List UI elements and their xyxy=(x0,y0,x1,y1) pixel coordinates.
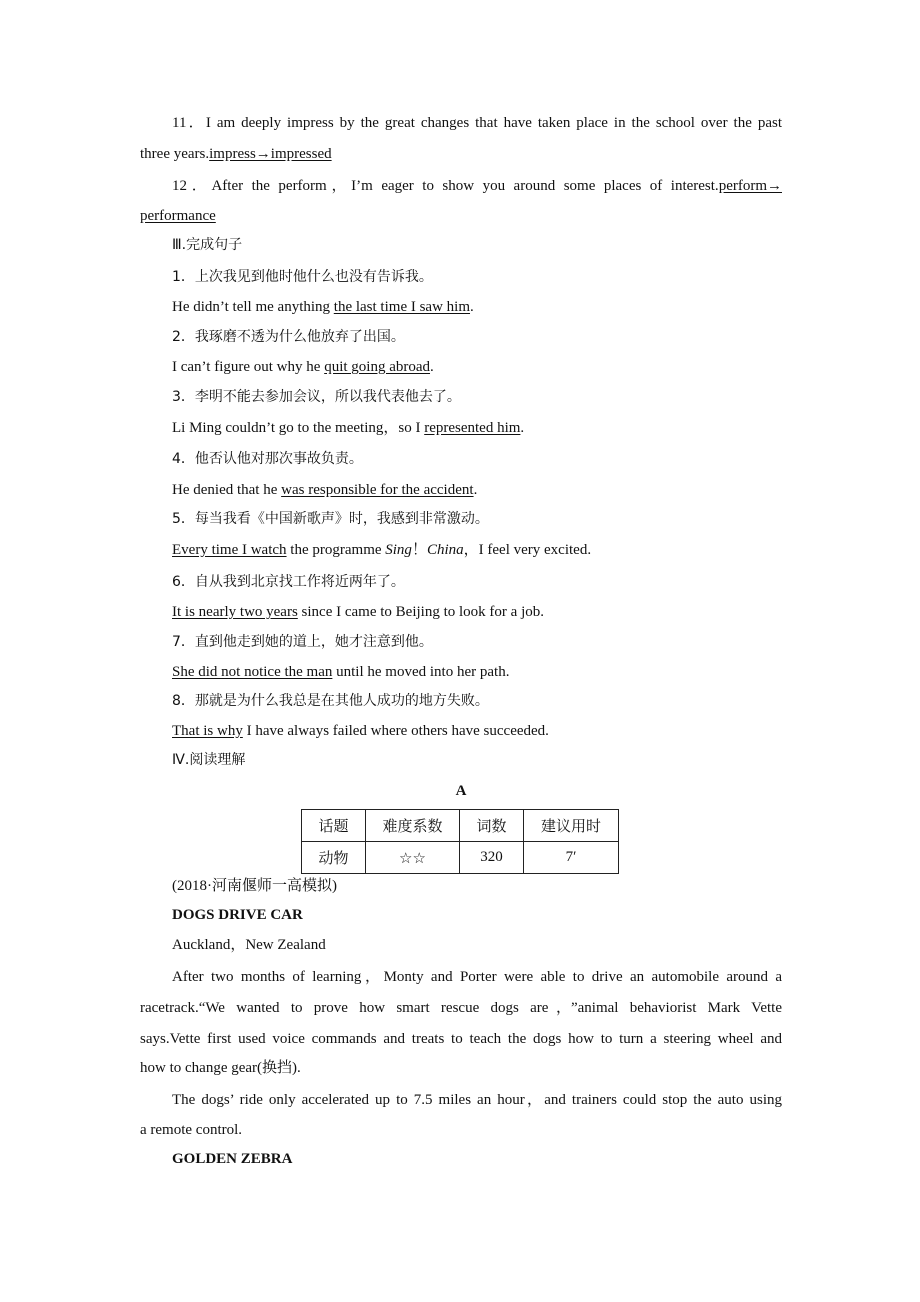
passage-label: A xyxy=(455,783,467,799)
s1-english: He didn’t tell me anything the last time I saw him. xyxy=(172,299,474,315)
header-word-count: 词数 xyxy=(460,810,524,842)
s2-answer: quit going abroad xyxy=(324,359,431,375)
s3-answer: represented him xyxy=(424,420,521,436)
story2-heading: GOLDEN ZEBRA xyxy=(172,1151,293,1167)
s7-english: She did not notice the man until he moved into her path. xyxy=(172,664,510,680)
story1-p1-line-2: racetrack.“We wanted to prove how smart rescue dogs are，”animal behaviorist Mark Vette xyxy=(140,1000,782,1016)
s3-chinese: 3．李明不能去参加会议，所以我代表他去了。 xyxy=(172,389,461,405)
s1-answer: the last time I saw him xyxy=(333,299,471,315)
section-4-title: Ⅳ.阅读理解 xyxy=(172,752,246,768)
s4-chinese: 4．他否认他对那次事故负责。 xyxy=(172,451,363,467)
story1-p1-line-4: how to change gear(换挡). xyxy=(140,1060,301,1076)
s6-english: It is nearly two years since I came to Beijing to look for a job. xyxy=(172,604,544,620)
s7-answer: She did not notice the man xyxy=(172,664,333,680)
q12-answer: perform→ xyxy=(718,178,782,194)
cell-difficulty-stars: ☆☆ xyxy=(366,842,460,874)
s8-english: That is why I have always failed where others have succeeded. xyxy=(172,723,549,739)
q11-line-1: 11．I am deeply impress by the great changes that have taken place in the school over the past xyxy=(172,115,782,131)
cell-topic: 动物 xyxy=(302,842,366,874)
s8-chinese: 8．那就是为什么我总是在其他人成功的地方失败。 xyxy=(172,693,489,709)
info-table xyxy=(301,809,619,874)
q12-line-1: 12．After the perform，I’m eager to show you around some places of interest.perform→ xyxy=(172,178,782,194)
source-note: (2018·河南偃师一高模拟) xyxy=(172,878,337,894)
story1-p1-line-1: After two months of learning，Monty and Porter were able to drive an automobile around a xyxy=(172,969,782,985)
s8-answer: That is why xyxy=(172,723,243,739)
s4-answer: was responsible for the accident xyxy=(281,482,474,498)
s2-english: I can’t figure out why he quit going abroad. xyxy=(172,359,434,375)
story1-p2-line-2: a remote control. xyxy=(140,1122,243,1138)
story1-p1-line-3: says.Vette first used voice commands and treats to teach the dogs how to turn a steering wheel and xyxy=(140,1031,782,1047)
story1-heading: DOGS DRIVE CAR xyxy=(172,907,303,923)
header-difficulty: 难度系数 xyxy=(366,810,460,842)
s4-english: He denied that he was responsible for the accident. xyxy=(172,482,478,498)
info-table-header-row xyxy=(302,810,619,842)
story1-p2-line-1: The dogs’ ride only accelerated up to 7.5 miles an hour，and trainers could stop the auto using xyxy=(172,1092,782,1108)
header-topic: 话题 xyxy=(302,810,366,842)
s2-chinese: 2．我琢磨不透为什么他放弃了出国。 xyxy=(172,329,405,345)
q11-answer: impress→impressed xyxy=(209,146,332,162)
q11-line-2: three years.impress→impressed xyxy=(140,146,332,162)
story1-place: Auckland，New Zealand xyxy=(172,937,326,953)
q12-line-2: performance xyxy=(140,208,216,224)
s6-answer: It is nearly two years xyxy=(172,604,298,620)
cell-word-count: 320 xyxy=(460,842,524,874)
section-3-title: Ⅲ.完成句子 xyxy=(172,237,243,253)
cell-suggested-time: 7′ xyxy=(524,842,619,874)
s3-english: Li Ming couldn’t go to the meeting，so I represented him. xyxy=(172,420,525,436)
info-table-data-row xyxy=(302,842,619,874)
s6-chinese: 6．自从我到北京找工作将近两年了。 xyxy=(172,574,405,590)
s7-chinese: 7．直到他走到她的道上，她才注意到他。 xyxy=(172,634,433,650)
header-suggested-time: 建议用时 xyxy=(524,810,619,842)
s5-answer: Every time I watch xyxy=(172,542,287,558)
s5-chinese: 5．每当我看《中国新歌声》时，我感到非常激动。 xyxy=(172,511,489,527)
s5-english: Every time I watch the programme Sing！China，I feel very excited. xyxy=(172,542,592,558)
s1-chinese: 1．上次我见到他时他什么也没有告诉我。 xyxy=(172,269,433,285)
